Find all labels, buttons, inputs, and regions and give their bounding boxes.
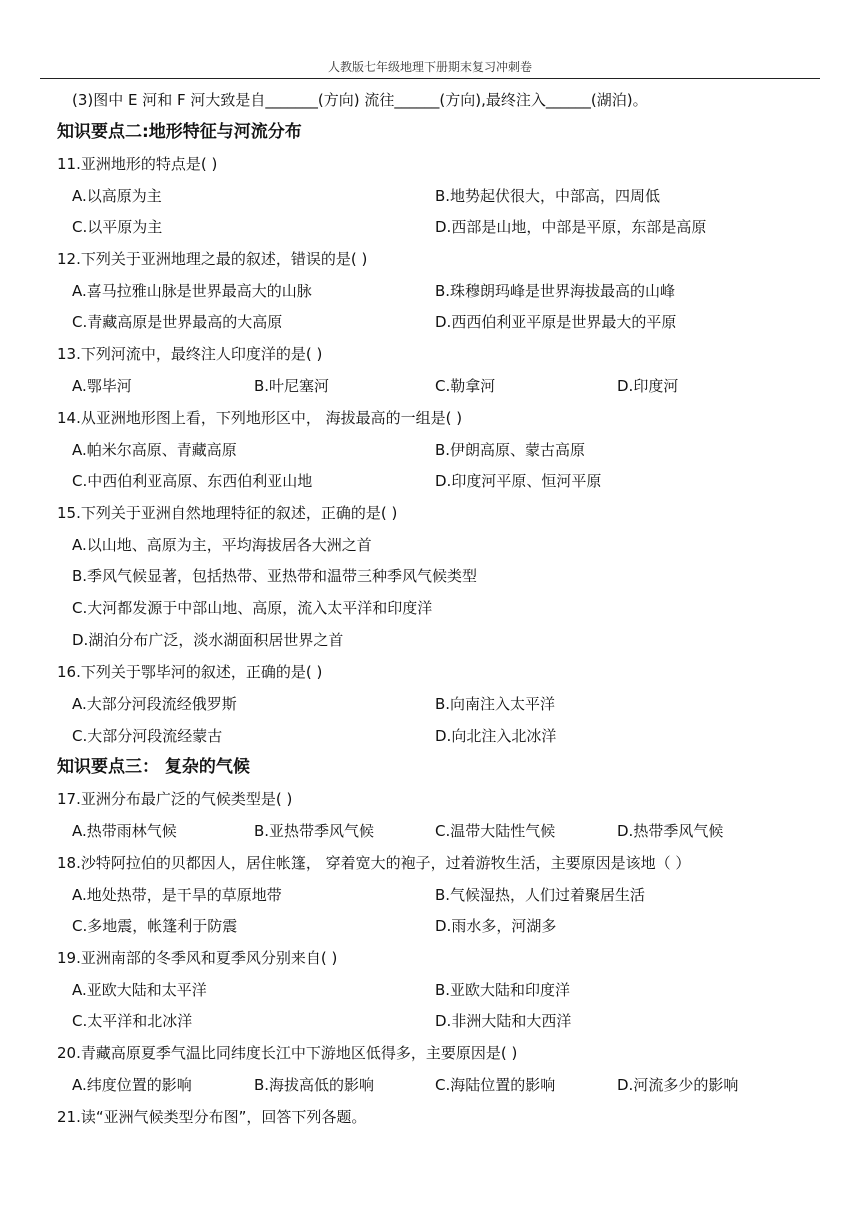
question-16-option-d: D.向北注入北冰洋 [435,727,557,745]
question-13-option-a: A.鄂毕河 [72,377,132,395]
question-12-option-c: C.青藏高原是世界最高的大高原 [72,313,283,331]
question-20-stem: 20.青藏高原夏季气温比同纬度长江中下游地区低得多，主要原因是( ) [57,1044,518,1062]
question-11-option-d: D.西部是山地，中部是平原，东部是高原 [435,218,707,236]
question-14-option-b: B.伊朗高原、蒙古高原 [435,441,586,459]
question-16-option-a: A.大部分河段流经俄罗斯 [72,695,237,713]
question-15-option-d: D.湖泊分布广泛，淡水湖面积居世界之首 [72,631,344,649]
question-18-option-c: C.多地震，帐篷利于防震 [72,917,238,935]
question-20-option-d: D.河流多少的影响 [617,1076,739,1094]
question-15-option-b: B.季风气候显著，包括热带、亚热带和温带三种季风气候类型 [72,567,478,585]
question-20-option-c: C.海陆位置的影响 [435,1076,556,1094]
question-12-stem: 12.下列关于亚洲地理之最的叙述，错误的是( ) [57,250,368,268]
question-16-option-c: C.大部分河段流经蒙古 [72,727,223,745]
question-17-option-b: B.亚热带季风气候 [254,822,375,840]
question-15-option-c: C.大河都发源于中部山地、高原，流入太平洋和印度洋 [72,599,433,617]
question-17-option-d: D.热带季风气候 [617,822,724,840]
question-11-option-a: A.以高原为主 [72,187,162,205]
question-17-stem: 17.亚洲分布最广泛的气候类型是( ) [57,790,293,808]
question-15-option-a: A.以山地、高原为主，平均海拔居各大洲之首 [72,536,372,554]
question-20-option-a: A.纬度位置的影响 [72,1076,192,1094]
question-13-option-b: B.叶尼塞河 [254,377,330,395]
section-heading-3: 知识要点三： 复杂的气候 [57,757,250,777]
question-14-option-a: A.帕米尔高原、青藏高原 [72,441,237,459]
question-16-stem: 16.下列关于鄂毕河的叙述，正确的是( ) [57,663,323,681]
question-12-option-b: B.珠穆朗玛峰是世界海拔最高的山峰 [435,282,676,300]
question-21-stem: 21.读“亚洲气候类型分布图”，回答下列各题。 [57,1108,367,1126]
question-11-option-c: C.以平原为主 [72,218,163,236]
question-11-option-b: B.地势起伏很大，中部高，四周低 [435,187,661,205]
question-18-option-a: A.地处热带，是干旱的草原地带 [72,886,282,904]
question-13-stem: 13.下列河流中，最终注人印度洋的是( ) [57,345,323,363]
question-19-option-d: D.非洲大陆和大西洋 [435,1012,572,1030]
question-19-option-b: B.亚欧大陆和印度洋 [435,981,571,999]
question-18-stem: 18.沙特阿拉伯的贝都因人，居住帐篷， 穿着宽大的袍子，过着游牧生活，主要原因是该地（ ） [57,854,691,872]
question-14-stem: 14.从亚洲地形图上看，下列地形区中， 海拔最高的一组是( ) [57,409,463,427]
question-13-option-c: C.勒拿河 [435,377,496,395]
question-19-option-c: C.太平洋和北冰洋 [72,1012,193,1030]
question-13-option-d: D.印度河 [617,377,679,395]
section-heading-2: 知识要点二:地形特征与河流分布 [57,122,302,142]
question-3-text: (3)图中 E 河和 F 河大致是自_______(方向) 流往______(方向),最终注入______(湖泊)。 [72,91,648,109]
document-header: 人教版七年级地理下册期末复习冲刺卷 [327,60,532,74]
question-12-option-a: A.喜马拉雅山脉是世界最高大的山脉 [72,282,312,300]
question-18-option-d: D.雨水多，河湖多 [435,917,557,935]
question-19-stem: 19.亚洲南部的冬季风和夏季风分别来自( ) [57,949,338,967]
question-12-option-d: D.西西伯利亚平原是世界最大的平原 [435,313,677,331]
question-11-stem: 11.亚洲地形的特点是( ) [57,155,218,173]
question-18-option-b: B.气候湿热，人们过着聚居生活 [435,886,646,904]
question-17-option-c: C.温带大陆性气候 [435,822,556,840]
question-14-option-c: C.中西伯利亚高原、东西伯利亚山地 [72,472,313,490]
question-15-stem: 15.下列关于亚洲自然地理特征的叙述，正确的是( ) [57,504,398,522]
question-19-option-a: A.亚欧大陆和太平洋 [72,981,207,999]
question-20-option-b: B.海拔高低的影响 [254,1076,375,1094]
question-14-option-d: D.印度河平原、恒河平原 [435,472,602,490]
question-16-option-b: B.向南注入太平洋 [435,695,556,713]
header-divider [40,78,820,79]
question-17-option-a: A.热带雨林气候 [72,822,177,840]
